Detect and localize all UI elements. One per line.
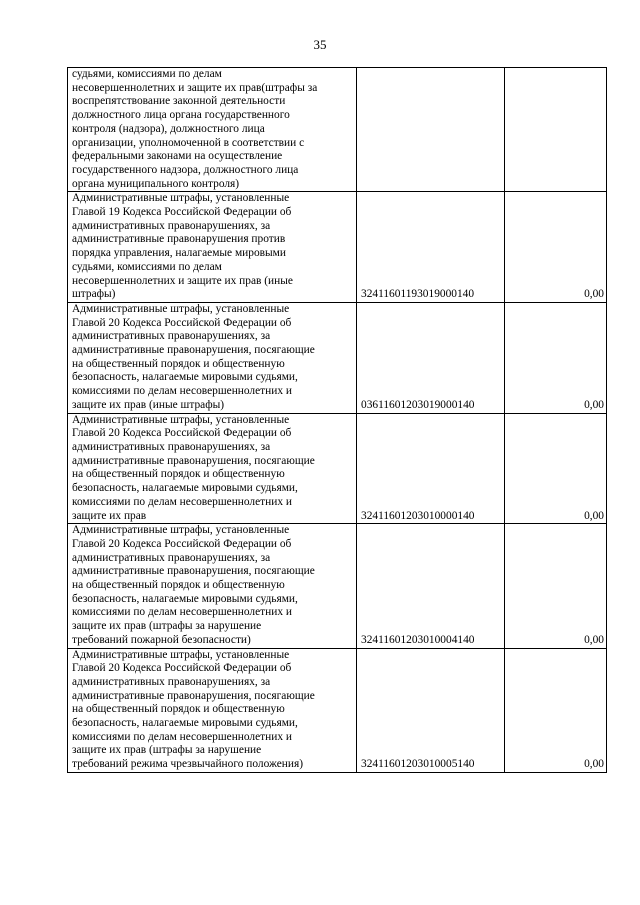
description-line: безопасность, налагаемые мировыми судьями, — [72, 371, 298, 384]
row-description — [68, 192, 357, 303]
page-number: 35 — [313, 37, 327, 52]
description-line: Административные штрафы, установленные — [72, 192, 290, 205]
budget-classification-code: 32411601203010000140 — [357, 413, 505, 524]
description-line: Главой 20 Кодекса Российской Федерации об — [72, 662, 292, 675]
description-line: безопасность, налагаемые мировыми судьями, — [72, 592, 298, 605]
description-line: должностного лица органа государственного — [72, 109, 290, 122]
table-body — [68, 68, 607, 773]
description-line: государственного надзора, должностного лица — [72, 163, 299, 176]
row-description — [68, 302, 357, 413]
description-line: органа муниципального контроля) — [72, 177, 240, 190]
budget-classification-code: 32411601193019000140 — [357, 192, 505, 303]
budget-classification-code — [357, 68, 505, 192]
description-line: несовершеннолетних и защите их прав (иные — [72, 274, 293, 287]
description-line: административные правонарушения, посягающие — [72, 689, 315, 702]
description-line: на общественный порядок и общественную — [72, 703, 285, 716]
revenue-table — [67, 67, 607, 773]
description-line: на общественный порядок и общественную — [72, 468, 285, 481]
budget-classification-code: 03611601203019000140 — [357, 302, 505, 413]
amount-value: 0,00 — [505, 192, 607, 303]
description-line: комиссиями по делам несовершеннолетних и — [72, 606, 292, 619]
description-line: судьями, комиссиями по делам — [72, 68, 222, 80]
table-row — [68, 524, 607, 648]
description-line: административные правонарушения против — [72, 233, 286, 246]
description-line: административные правонарушения, посягающие — [72, 344, 315, 357]
description-line: штрафы) — [72, 288, 116, 301]
description-line: Административные штрафы, установленные — [72, 302, 290, 315]
description-line: комиссиями по делам несовершеннолетних и — [72, 730, 292, 743]
description-line: административные правонарушения, посягающие — [72, 565, 315, 578]
description-line: защите их прав — [72, 509, 147, 522]
amount-value: 0,00 — [505, 413, 607, 524]
table-row — [68, 68, 607, 192]
budget-classification-code: 32411601203010004140 — [357, 524, 505, 648]
description-line: административных правонарушениях, за — [72, 440, 271, 453]
description-line: административные правонарушения, посягающие — [72, 454, 315, 467]
description-line: Административные штрафы, установленные — [72, 524, 290, 537]
description-line: Главой 20 Кодекса Российской Федерации об — [72, 316, 292, 329]
budget-classification-code: 32411601203010005140 — [357, 648, 505, 772]
description-line: несовершеннолетних и защите их прав(штрафы за — [72, 81, 318, 94]
description-line: контроля (надзора), должностного лица — [72, 122, 265, 135]
description-line: Главой 19 Кодекса Российской Федерации об — [72, 206, 292, 219]
amount-value: 0,00 — [505, 302, 607, 413]
description-line: комиссиями по делам несовершеннолетних и — [72, 385, 292, 398]
description-line: защите их прав (штрафы за нарушение — [72, 620, 262, 633]
description-line: судьями, комиссиями по делам — [72, 260, 222, 273]
description-line: Главой 20 Кодекса Российской Федерации об — [72, 427, 292, 440]
description-line: федеральными законами на осуществление — [72, 150, 283, 163]
amount-value — [505, 68, 607, 192]
row-description — [68, 524, 357, 648]
description-line: Главой 20 Кодекса Российской Федерации об — [72, 537, 292, 550]
description-line: безопасность, налагаемые мировыми судьями, — [72, 482, 298, 495]
description-line: порядка управления, налагаемые мировыми — [72, 247, 286, 260]
description-line: на общественный порядок и общественную — [72, 357, 285, 370]
description-line: требований режима чрезвычайного положения) — [72, 758, 304, 771]
row-description — [68, 648, 357, 772]
table-row — [68, 648, 607, 772]
description-line: требований пожарной безопасности) — [72, 633, 251, 646]
description-line: защите их прав (штрафы за нарушение — [72, 744, 262, 757]
description-line: административных правонарушениях, за — [72, 551, 271, 564]
description-line: организации, уполномоченной в соответствии с — [72, 136, 305, 149]
description-line: комиссиями по делам несовершеннолетних и — [72, 495, 292, 508]
description-line: защите их прав (иные штрафы) — [72, 398, 225, 411]
description-line: безопасность, налагаемые мировыми судьями, — [72, 717, 298, 730]
table-row — [68, 413, 607, 524]
table-row — [68, 302, 607, 413]
description-line: административных правонарушениях, за — [72, 330, 271, 343]
description-line: воспрепятствование законной деятельности — [72, 95, 286, 108]
description-line: административных правонарушениях, за — [72, 219, 271, 232]
row-description — [68, 68, 357, 192]
row-description — [68, 413, 357, 524]
description-line: административных правонарушениях, за — [72, 675, 271, 688]
amount-value: 0,00 — [505, 648, 607, 772]
description-line: на общественный порядок и общественную — [72, 579, 285, 592]
description-line: Административные штрафы, установленные — [72, 413, 290, 426]
table-row — [68, 192, 607, 303]
description-line: Административные штрафы, установленные — [72, 648, 290, 661]
amount-value: 0,00 — [505, 524, 607, 648]
